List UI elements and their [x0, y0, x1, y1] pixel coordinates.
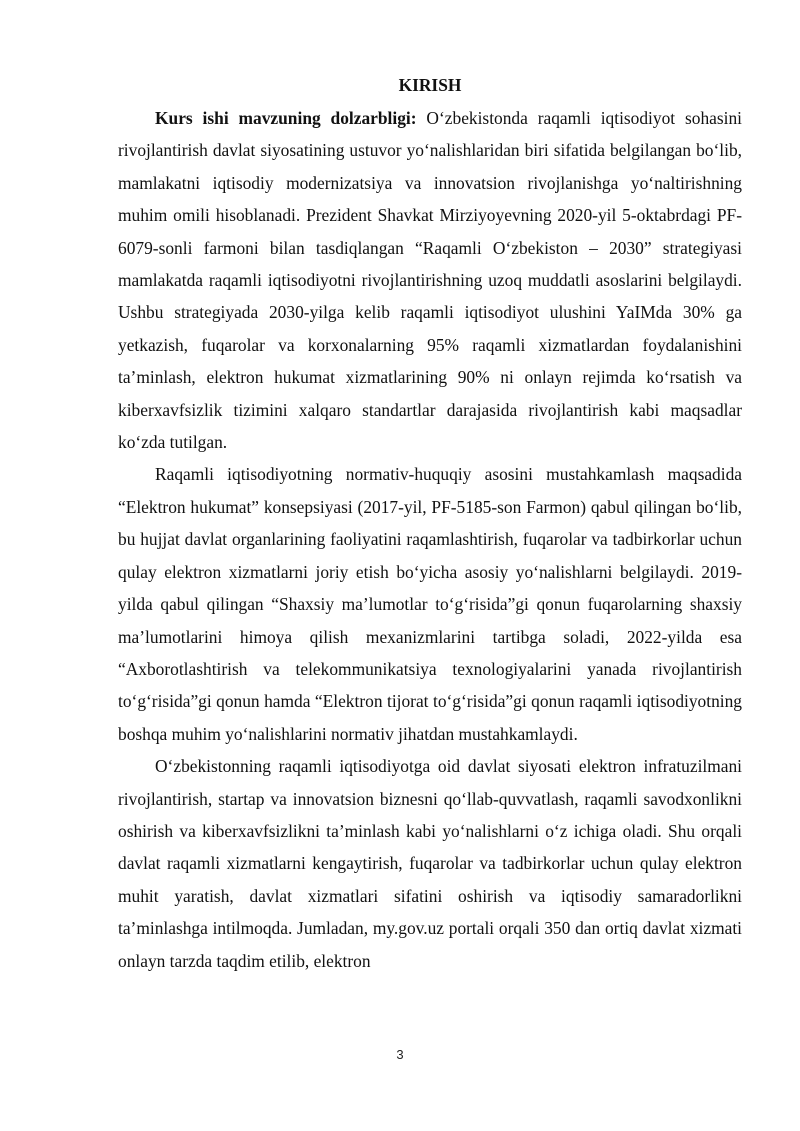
page-number: 3	[396, 1047, 404, 1062]
paragraph-state-policy: O‘zbekistonning raqamli iqtisodiyotga oid davlat siyosati elektron infratuzilmani rivojlantirish, startap va innovatsion biznesni qo‘llab-quvvatlash, raqamli savodxonlikni oshirish va kiberxavfsizlikni ta’minlash kabi yo‘nalishlarni o‘z ichiga oladi. Shu orqali davlat raqamli xizmatlarni kengaytirish, fuqarolar va tadbirkorlar uchun qulay elektron muhit yaratish, davlat xizmatlari sifatini oshirish va iqtisodiy samaradorlikni ta’minlashga intilmoqda. Jumladan, my.gov.uz portali orqali 350 dan ortiq davlat xizmati onlayn tarzda taqdim etilib, elektron	[118, 756, 742, 971]
paragraph-relevance	[118, 102, 742, 458]
paragraph-lead: Kurs ishi mavzuning dolzarbligi:	[155, 108, 417, 128]
page-content	[118, 74, 742, 977]
paragraph-legal-basis: Raqamli iqtisodiyotning normativ-huquqiy asosini mustahkamlash maqsadida “Elektron hukumat” konsepsiyasi (2017-yil, PF-5185-son Farmon) qabul qilingan bo‘lib, bu hujjat davlat organlarining faoliyatini raqamlashtirish, fuqarolar va tadbirkorlar uchun qulay elektron xizmatlarni joriy etish bo‘yicha asosiy yo‘nalishlarni belgilaydi. 2019-yilda qabul qilingan “Shaxsiy ma’lumotlar to‘g‘risida”gi qonun fuqarolarning shaxsiy ma’lumotlarini himoya qilish mexanizmlarini tartibga soladi, 2022-yilda esa “Axborotlashtirish va telekommunikatsiya texnologiyalarini yanada rivojlantirish to‘g‘risida”gi qonun hamda “Elektron tijorat to‘g‘risida”gi qonun raqamli iqtisodiyotning boshqa muhim yo‘nalishlarini normativ jihatdan mustahkamlaydi.	[118, 464, 742, 744]
section-title: KIRISH	[398, 75, 462, 95]
paragraph-text: O‘zbekistonda raqamli iqtisodiyot sohasini rivojlantirish davlat siyosatining ustuvor yo‘nalishlaridan biri sifatida belgilangan bo‘lib, mamlakatni iqtisodiy modernizatsiya va innovatsion rivojlanishga yo‘naltirishning muhim omili hisoblanadi. Prezident Shavkat Mirziyoyevning 2020-yil 5-oktabrdagi PF-6079-sonli farmoni bilan tasdiqlangan “Raqamli O‘zbekiston – 2030” strategiyasi mamlakatda raqamli iqtisodiyotni rivojlantirishning uzoq muddatli asoslarini belgilaydi. Ushbu strategiyada 2030-yilga kelib raqamli iqtisodiyot ulushini YaIMda 30% ga yetkazish, fuqarolar va korxonalarning 95% raqamli xizmatlardan foydalanishini ta’minlash, elektron hukumat xizmatlarining 90% ni onlayn rejimda ko‘rsatish va kiberxavfsizlik tizimini xalqaro standartlar darajasida rivojlantirish kabi maqsadlar ko‘zda tutilgan.	[118, 108, 742, 453]
